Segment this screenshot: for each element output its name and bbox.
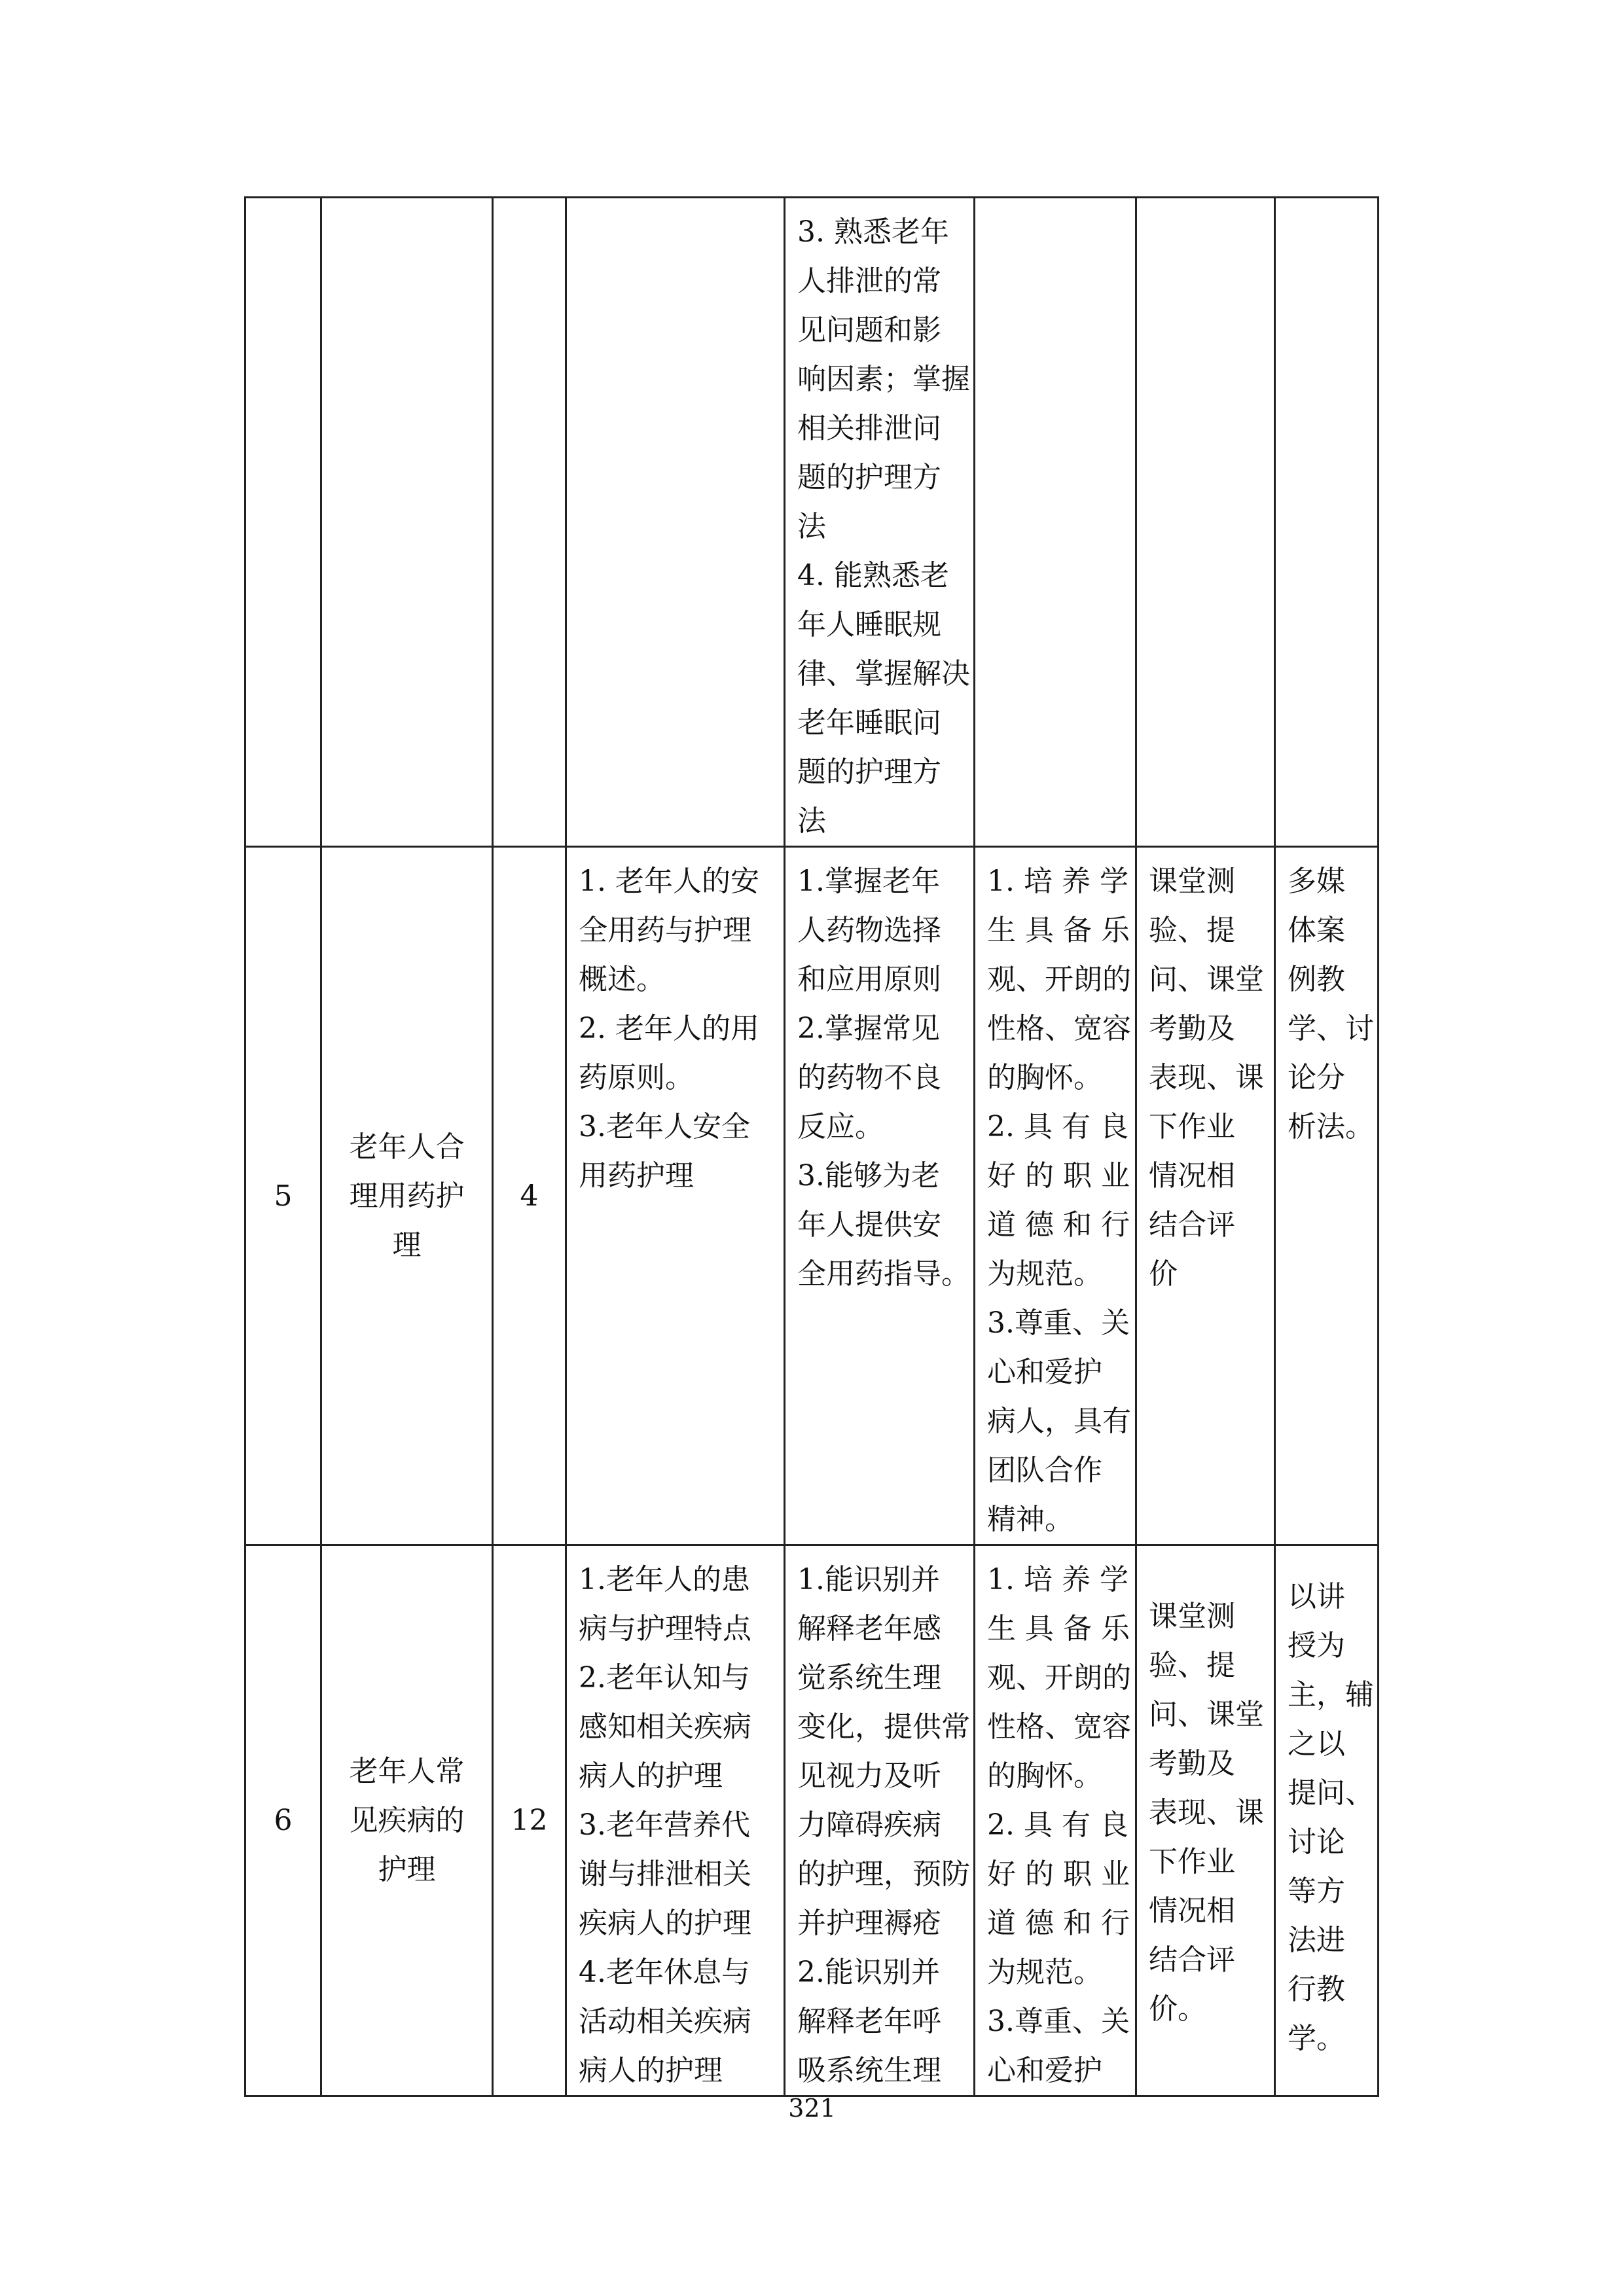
cell-text-line: 1. 培 养 学 xyxy=(987,1563,1128,1596)
cell-text-line: 全用药指导。 xyxy=(797,1257,970,1291)
cell-text-line: 价 xyxy=(1149,1257,1178,1291)
cell-text-line: 2.掌握常见 xyxy=(797,1012,940,1045)
cell-text-line: 性格、宽容 xyxy=(987,1012,1131,1045)
cell-text-line: 生 具 备 乐 xyxy=(987,914,1130,947)
cell-text-line: 疾病人的护理 xyxy=(579,1907,751,1940)
cell-evaluation xyxy=(1136,847,1275,1545)
cell-text-line: 好 的 职 业 xyxy=(987,1159,1130,1193)
cell-text-line: 生 具 备 乐 xyxy=(987,1612,1130,1645)
cell-text-line: 题的护理方 xyxy=(797,755,941,789)
cell-evaluation xyxy=(1136,198,1275,847)
cell-text-line: 反应。 xyxy=(797,1110,884,1143)
cell-text-line: 情况相 xyxy=(1149,1159,1235,1193)
cell-text-line: 病人的护理 xyxy=(579,2054,723,2087)
cell-text-line: 道 德 和 行 xyxy=(987,1907,1130,1940)
cell-text-line: 相关排泄问 xyxy=(797,412,941,445)
cell-text-line: 见疾病的 xyxy=(349,1804,465,1837)
cell-text-line: 5 xyxy=(274,1179,293,1213)
cell-hours xyxy=(493,198,566,847)
cell-text-line: 人排泄的常 xyxy=(797,264,941,298)
cell-number xyxy=(245,847,321,1545)
cell-teaching-method xyxy=(1275,1545,1379,2096)
cell-number xyxy=(245,1545,321,2096)
cell-text-line: 下作业 xyxy=(1149,1845,1235,1878)
cell-text-line: 为规范。 xyxy=(987,1956,1102,1989)
cell-text-line: 见视力及听 xyxy=(797,1759,941,1793)
cell-text-line: 问、课堂 xyxy=(1149,963,1264,996)
cell-learning-goals xyxy=(785,198,975,847)
cell-text-line: 解释老年呼 xyxy=(797,2005,941,2038)
cell-text-line: 主，辅 xyxy=(1288,1678,1374,1712)
cell-text-line: 观、开朗的 xyxy=(987,963,1131,996)
cell-text-line: 法进 xyxy=(1288,1924,1345,1957)
cell-text-line: 3.能够为老 xyxy=(797,1159,940,1193)
cell-quality-goals xyxy=(975,1545,1136,2096)
cell-text-line: 验、提 xyxy=(1149,914,1235,947)
cell-hours xyxy=(493,1545,566,2096)
cell-text-line: 授为 xyxy=(1288,1629,1345,1662)
cell-text-line: 并护理褥疮 xyxy=(797,1907,941,1940)
table-body xyxy=(245,198,1379,2096)
cell-text-line: 的药物不良 xyxy=(797,1061,941,1094)
cell-text-line: 概述。 xyxy=(579,963,665,996)
cell-text-line: 律、掌握解决 xyxy=(797,657,970,691)
cell-text-line: 2.老年认知与 xyxy=(579,1661,750,1695)
cell-text-line: 观、开朗的 xyxy=(987,1661,1131,1695)
cell-text-line: 老年睡眠问 xyxy=(797,706,941,740)
cell-learning-goals xyxy=(785,1545,975,2096)
cell-text-line: 理 xyxy=(392,1228,422,1262)
cell-text-line: 道 德 和 行 xyxy=(987,1208,1130,1242)
cell-text-line: 结合评 xyxy=(1149,1208,1235,1242)
cell-text-line: 活动相关疾病 xyxy=(579,2005,751,2038)
cell-content xyxy=(566,847,785,1545)
cell-text-line: 1.能识别并 xyxy=(797,1563,940,1596)
cell-text-line: 结合评 xyxy=(1149,1943,1235,1977)
cell-text-line: 的护理，预防 xyxy=(797,1857,970,1891)
cell-text-line: 全用药与护理 xyxy=(579,914,751,947)
cell-text-line: 3.老年人安全 xyxy=(579,1110,750,1143)
cell-text-line: 以讲 xyxy=(1288,1580,1345,1613)
cell-text-line: 4 xyxy=(520,1179,539,1213)
cell-unit-title xyxy=(321,198,493,847)
cell-text-line: 学。 xyxy=(1288,2022,1345,2055)
cell-unit-title xyxy=(321,1545,493,2096)
cell-quality-goals xyxy=(975,847,1136,1545)
page-number: 321 xyxy=(788,2094,836,2123)
cell-text-line: 问、课堂 xyxy=(1149,1698,1264,1731)
cell-text-line: 析法。 xyxy=(1288,1110,1374,1143)
cell-text-line: 年人提供安 xyxy=(797,1208,941,1242)
cell-text-line: 响因素；掌握 xyxy=(797,363,970,396)
cell-text-line: 变化，提供常 xyxy=(797,1710,970,1744)
cell-quality-goals xyxy=(975,198,1136,847)
cell-text-line: 和应用原则 xyxy=(797,963,941,996)
cell-text-line: 病人的护理 xyxy=(579,1759,723,1793)
cell-text-line: 例教 xyxy=(1288,963,1345,996)
cell-text-line: 学、讨 xyxy=(1288,1012,1374,1045)
cell-text-line: 病人，具有 xyxy=(987,1405,1131,1438)
cell-text-line: 1.老年人的患 xyxy=(579,1563,750,1596)
cell-text-line: 精神。 xyxy=(987,1503,1074,1536)
cell-unit-title xyxy=(321,847,493,1545)
cell-text-line: 年人睡眠规 xyxy=(797,608,941,641)
cell-text-line: 考勤及 xyxy=(1149,1747,1235,1780)
cell-text-line: 理用药护 xyxy=(349,1179,465,1213)
cell-text-line: 性格、宽容 xyxy=(987,1710,1131,1744)
cell-text-line: 行教 xyxy=(1288,1973,1345,2006)
cell-text-line: 3.尊重、关 xyxy=(987,2005,1130,2038)
cell-text-line: 解释老年感 xyxy=(797,1612,941,1645)
cell-teaching-method xyxy=(1275,198,1379,847)
cell-text-line: 人药物选择 xyxy=(797,914,941,947)
table-row xyxy=(245,198,1379,847)
cell-learning-goals xyxy=(785,847,975,1545)
cell-text-line: 4.老年休息与 xyxy=(579,1956,750,1989)
cell-evaluation xyxy=(1136,1545,1275,2096)
cell-text-line: 1. 培 养 学 xyxy=(987,865,1128,898)
cell-text-line: 论分 xyxy=(1288,1061,1345,1094)
cell-content xyxy=(566,198,785,847)
cell-text-line: 感知相关疾病 xyxy=(579,1710,751,1744)
cell-text-line: 2. 具 有 良 xyxy=(987,1808,1128,1842)
cell-text-line: 12 xyxy=(511,1804,548,1837)
cell-text-line: 的胸怀。 xyxy=(987,1061,1102,1094)
cell-text-line: 3.老年营养代 xyxy=(579,1808,750,1842)
cell-text-line: 表现、课 xyxy=(1149,1796,1264,1829)
cell-text-line: 心和爱护 xyxy=(987,1355,1102,1389)
cell-text-line: 6 xyxy=(274,1804,293,1837)
cell-text-line: 表现、课 xyxy=(1149,1061,1264,1094)
cell-hours xyxy=(493,847,566,1545)
cell-number xyxy=(245,198,321,847)
cell-text-line: 法 xyxy=(797,510,826,543)
cell-text-line: 觉系统生理 xyxy=(797,1661,941,1695)
cell-text-line: 护理 xyxy=(378,1853,436,1886)
cell-text-line: 下作业 xyxy=(1149,1110,1235,1143)
cell-text-line: 验、提 xyxy=(1149,1649,1235,1682)
cell-text-line: 吸系统生理 xyxy=(797,2054,941,2087)
cell-text-line: 等方 xyxy=(1288,1874,1345,1908)
cell-text-line: 讨论 xyxy=(1288,1825,1345,1859)
cell-text-line: 老年人常 xyxy=(349,1755,465,1788)
cell-text-line: 3. 熟悉老年 xyxy=(797,215,949,249)
table-row xyxy=(245,847,1379,1545)
cell-text-line: 2. 具 有 良 xyxy=(987,1110,1128,1143)
cell-text-line: 价。 xyxy=(1149,1992,1206,2026)
cell-text-line: 提问、 xyxy=(1288,1776,1374,1810)
cell-text-line: 考勤及 xyxy=(1149,1012,1235,1045)
cell-text-line: 的胸怀。 xyxy=(987,1759,1102,1793)
table-row xyxy=(245,1545,1379,2096)
cell-text-line: 多媒 xyxy=(1288,865,1345,898)
cell-text-line: 法 xyxy=(797,804,826,838)
cell-text-line: 2.能识别并 xyxy=(797,1956,940,1989)
cell-text-line: 老年人合 xyxy=(349,1130,465,1164)
cell-text-line: 团队合作 xyxy=(987,1454,1102,1487)
cell-text-line: 药原则。 xyxy=(579,1061,694,1094)
cell-text-line: 体案 xyxy=(1288,914,1345,947)
cell-text-line: 好 的 职 业 xyxy=(987,1857,1130,1891)
cell-text-line: 见问题和影 xyxy=(797,314,941,347)
cell-text-line: 心和爱护 xyxy=(987,2054,1102,2087)
cell-text-line: 之以 xyxy=(1288,1727,1345,1761)
cell-text-line: 为规范。 xyxy=(987,1257,1102,1291)
cell-text-line: 病与护理特点 xyxy=(579,1612,751,1645)
cell-text-line: 1. 老年人的安 xyxy=(579,865,759,898)
course-content-table xyxy=(244,196,1379,2097)
cell-text-line: 1.掌握老年 xyxy=(797,865,940,898)
cell-text-line: 力障碍疾病 xyxy=(797,1808,941,1842)
cell-content xyxy=(566,1545,785,2096)
cell-text-line: 3.尊重、关 xyxy=(987,1306,1130,1340)
cell-text-line: 4. 能熟悉老 xyxy=(797,559,949,592)
cell-text-line: 2. 老年人的用 xyxy=(579,1012,759,1045)
cell-text-line: 课堂测 xyxy=(1149,1600,1235,1633)
cell-text-line: 课堂测 xyxy=(1149,865,1235,898)
cell-text-line: 用药护理 xyxy=(579,1159,694,1193)
cell-text-line: 情况相 xyxy=(1149,1894,1235,1928)
cell-teaching-method xyxy=(1275,847,1379,1545)
cell-text-line: 谢与排泄相关 xyxy=(579,1857,751,1891)
cell-text-line: 题的护理方 xyxy=(797,461,941,494)
